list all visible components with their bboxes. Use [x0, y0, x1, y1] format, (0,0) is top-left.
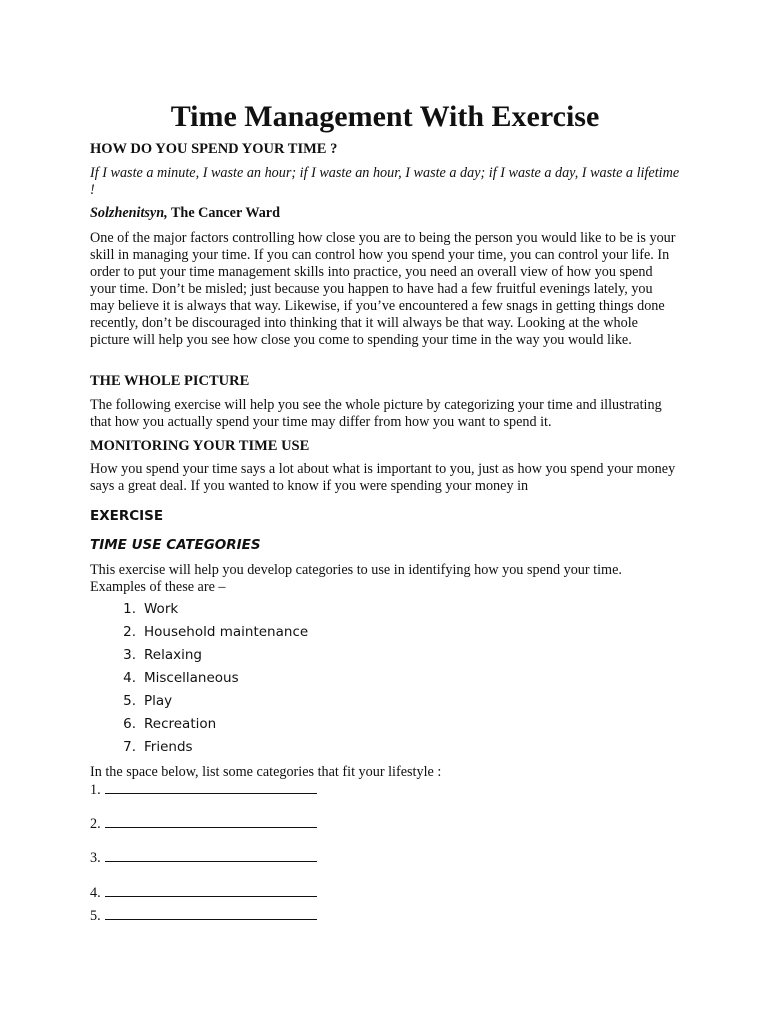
- blank-line-2[interactable]: [90, 815, 317, 833]
- whole-picture-paragraph: The following exercise will help you see the whole picture by categorizing your time and illustrating that how you actually spend your time may differ from how you want to spend it.: [90, 397, 662, 430]
- intro-paragraph: One of the major factors controlling how close you are to being the person you would like to be is your skill in managing your time. If you can control how you spend your time, you can control your life. In order to put your time management skills into practice, you need an overall view of how you spend your time. Don’t be misled; just because you happen to have had a few fruitful evenings lately, you may believe it is always that way. Likewise, if you’ve encountered a few snags in getting things done recently, don’t be discouraged into thinking that it will always be that way. Looking at the whole picture will help you see how close you come to spending your time in the way you would like.: [90, 230, 676, 348]
- blank-line-5[interactable]: [90, 907, 317, 925]
- list-item: [90, 667, 308, 690]
- list-item: [90, 690, 308, 713]
- page-title: Time Management With Exercise: [170, 100, 600, 133]
- blank-line-3[interactable]: [90, 849, 317, 867]
- list-item-label: Recreation: [144, 716, 217, 732]
- list-item-number: 2.: [123, 624, 136, 640]
- fill-in-line[interactable]: [105, 884, 317, 897]
- list-item-number: 7.: [123, 739, 136, 755]
- list-item-number: 5.: [123, 693, 136, 709]
- section-heading-spend-time: HOW DO YOU SPEND YOUR TIME ?: [90, 141, 338, 157]
- quote-attribution: [90, 205, 680, 222]
- list-item: [90, 621, 308, 644]
- fill-in-line[interactable]: [105, 907, 317, 920]
- blank-line-1[interactable]: [90, 781, 317, 799]
- fill-in-line[interactable]: [105, 781, 317, 794]
- list-item: [90, 644, 308, 667]
- list-item-number: 1.: [123, 601, 136, 617]
- blank-line-4[interactable]: [90, 884, 317, 902]
- list-item-number: 4.: [123, 670, 136, 686]
- blank-number: 5.: [90, 908, 101, 924]
- monitoring-paragraph: How you spend your time says a lot about what is important to you, just as how you spend your money says a great deal. If you wanted to know if you were spending your money in: [90, 461, 676, 494]
- blank-number: 1.: [90, 782, 101, 798]
- quote-source: The Cancer Ward: [167, 205, 280, 221]
- fill-in-line[interactable]: [105, 815, 317, 828]
- quote-text: If I waste a minute, I waste an hour; if I waste an hour, I waste a day; if I waste a day, I waste a lifetime !: [90, 165, 680, 198]
- categories-heading: TIME USE CATEGORIES: [90, 537, 261, 553]
- list-item-label: Play: [144, 693, 173, 709]
- list-prompt: In the space below, list some categories that fit your lifestyle :: [90, 764, 442, 780]
- list-item: [90, 598, 308, 621]
- blank-number: 4.: [90, 885, 101, 901]
- list-item-label: Miscellaneous: [144, 670, 239, 686]
- section-heading-monitoring: MONITORING YOUR TIME USE: [90, 438, 310, 454]
- quote-author: Solzhenitsyn,: [90, 205, 168, 221]
- section-heading-whole-picture: THE WHOLE PICTURE: [90, 373, 250, 389]
- list-item: [90, 736, 308, 759]
- list-item-label: Friends: [144, 739, 193, 755]
- list-item-number: 6.: [123, 716, 136, 732]
- list-item-number: 3.: [123, 647, 136, 663]
- list-item-label: Household maintenance: [144, 624, 309, 640]
- blank-number: 2.: [90, 816, 101, 832]
- exercise-heading: EXERCISE: [90, 508, 164, 524]
- categories-list: [90, 598, 308, 759]
- categories-intro: This exercise will help you develop categories to use in identifying how you spend your time. Examples of these are –: [90, 562, 622, 595]
- blank-number: 3.: [90, 850, 101, 866]
- list-item-label: Relaxing: [144, 647, 202, 663]
- list-item: [90, 713, 308, 736]
- list-item-label: Work: [144, 601, 179, 617]
- fill-in-line[interactable]: [105, 849, 317, 862]
